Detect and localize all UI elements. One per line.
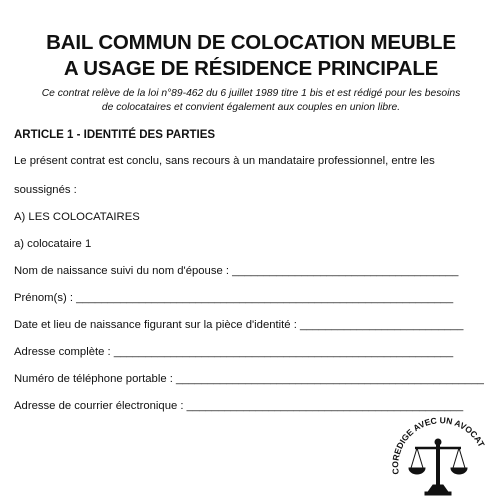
subsection-colocataire-1: a) colocataire 1 [14, 238, 92, 250]
intro-line-1: Le présent contrat est conclu, sans recours à un mandataire professionnel, entre les [14, 155, 435, 167]
subtitle-line-1: Ce contrat relève de la loi n°89-462 du 6 juillet 1989 titre 1 bis et est rédigé pour les besoins [41, 88, 461, 99]
field-phone: Numéro de téléphone portable : _________________________________________________ [14, 373, 484, 385]
scales-of-justice-icon [409, 439, 467, 495]
subtitle-line-2: de colocataires et convient également aux couples en union libre. [101, 101, 401, 113]
title-line-2: A USAGE DE RÉSIDENCE PRINCIPALE [63, 57, 439, 80]
lawyer-stamp [383, 408, 495, 496]
field-first-names: Prénom(s) : ____________________________________________________________ [14, 292, 454, 304]
field-birth-name: Nom de naissance suivi du nom d'épouse : ____________________________________ [14, 265, 459, 277]
document-page [14, 30, 488, 142]
field-address: Adresse complète : ______________________________________________________ [14, 346, 454, 358]
field-birth-date-place: Date et lieu de naissance figurant sur la pièce d'identité : __________________________ [14, 319, 464, 331]
title-line-1: BAIL COMMUN DE COLOCATION MEUBLE [46, 31, 456, 54]
section-colocataires: A) LES COLOCATAIRES [14, 211, 140, 223]
document-title [14, 30, 488, 82]
article-heading: ARTICLE 1 - IDENTITÉ DES PARTIES [14, 129, 216, 141]
document-subtitle [14, 87, 488, 114]
intro-line-2: soussignés : [14, 184, 77, 196]
stamp-text-path: COREDIGE AVEC UN AVOCAT [390, 415, 487, 476]
field-email: Adresse de courrier électronique : ____________________________________________ [14, 400, 464, 412]
